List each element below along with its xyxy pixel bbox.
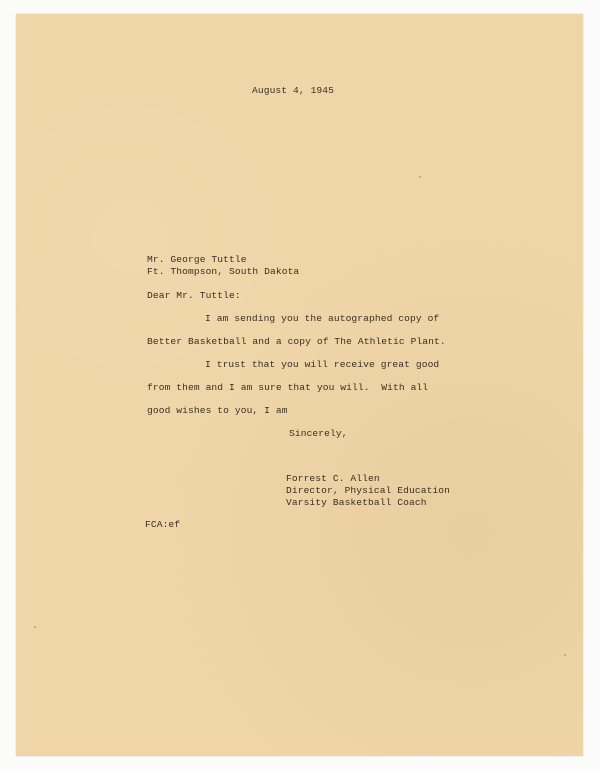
reference-initials: FCA:ef xyxy=(145,519,181,530)
closing: Sincerely, xyxy=(289,428,348,439)
paper-speck xyxy=(419,176,421,178)
signature-title: Director, Physical Education xyxy=(286,485,451,496)
letter-date: August 4, 1945 xyxy=(252,85,335,96)
paper-speck xyxy=(34,626,36,628)
signature-title: Varsity Basketball Coach xyxy=(286,497,427,508)
letter-paper xyxy=(16,14,583,756)
recipient-name: Mr. George Tuttle xyxy=(147,254,247,265)
signature-name: Forrest C. Allen xyxy=(286,473,380,484)
body-line: good wishes to you, I am xyxy=(147,405,288,416)
body-line: Better Basketball and a copy of The Athletic Plant. xyxy=(147,336,446,347)
body-line: from them and I am sure that you will. With all xyxy=(147,382,429,393)
recipient-address: Ft. Thompson, South Dakota xyxy=(147,266,300,277)
salutation: Dear Mr. Tuttle: xyxy=(147,290,241,301)
body-line: I trust that you will receive great good xyxy=(205,359,440,370)
paper-speck xyxy=(564,654,566,656)
body-line: I am sending you the autographed copy of xyxy=(205,313,440,324)
